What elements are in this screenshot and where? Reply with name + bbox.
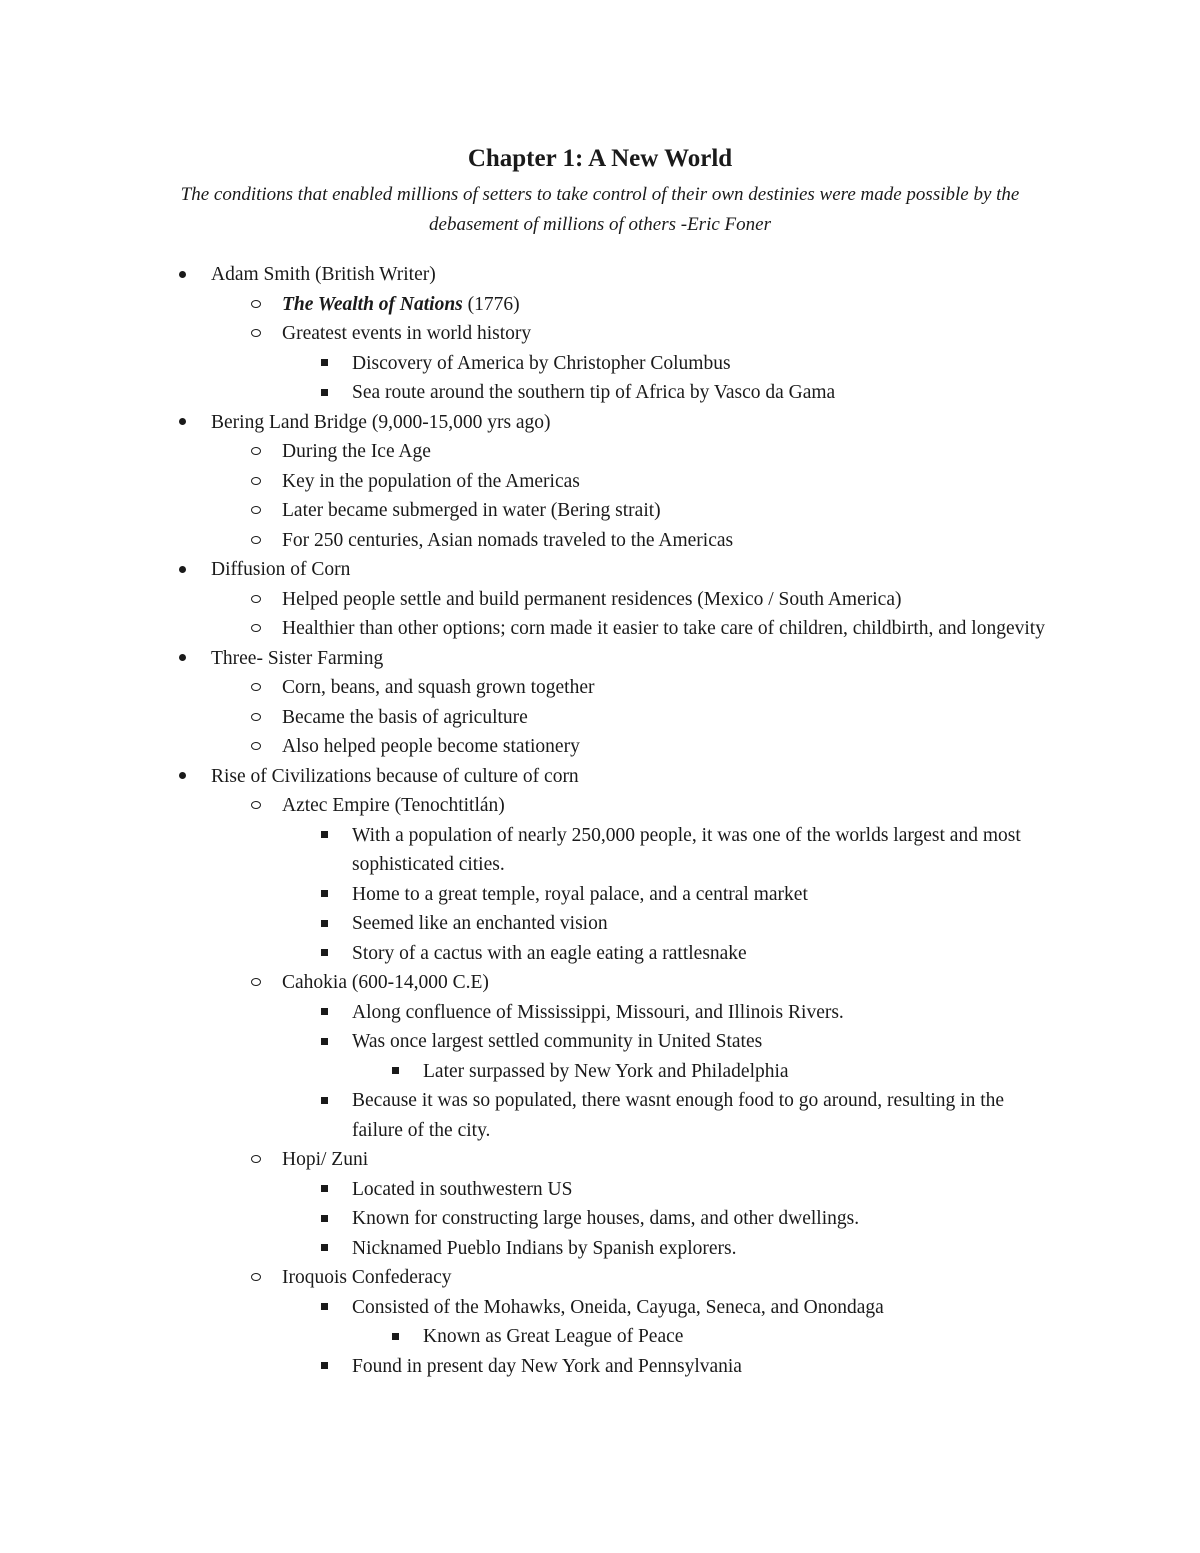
- list-item: [0, 762, 1200, 792]
- list-item-text: Story of a cactus with an eagle eating a rattlesnake: [352, 942, 747, 964]
- circle-bullet-icon: [246, 1145, 266, 1175]
- list-item-text: Found in present day New York and Pennsylvania: [352, 1355, 742, 1377]
- list-item-text: Diffusion of Corn: [211, 559, 351, 580]
- square-bullet-icon: [314, 1175, 334, 1205]
- list-item: [0, 880, 1200, 910]
- list-item-text: Consisted of the Mohawks, Oneida, Cayuga, Seneca, and Onondaga: [352, 1296, 884, 1318]
- list-item: [0, 614, 1200, 644]
- list-item: [0, 408, 1200, 438]
- circle-bullet-icon: [246, 496, 266, 526]
- circle-bullet-icon: [246, 290, 266, 320]
- list-item: [0, 673, 1200, 703]
- list-item-text: Along confluence of Mississippi, Missouri, and Illinois Rivers.: [352, 1001, 844, 1023]
- list-item-text: Also helped people become stationery: [282, 736, 580, 757]
- list-item-text: Known as Great League of Peace: [423, 1326, 684, 1347]
- list-item: [0, 1145, 1200, 1175]
- list-item: [0, 1352, 1200, 1382]
- square-bullet-icon: [385, 1322, 405, 1352]
- circle-bullet-icon: [246, 467, 266, 497]
- list-item-text: Healthier than other options; corn made it easier to take care of children, childbirth, and longevity: [282, 618, 1045, 639]
- bullet-icon: [172, 644, 192, 674]
- list-item-text: Because it was so populated, there wasnt enough food to go around, resulting in the failure of the city.: [352, 1090, 1005, 1141]
- circle-bullet-icon: [246, 614, 266, 644]
- list-item: [0, 1086, 1200, 1145]
- list-item: [0, 1263, 1200, 1293]
- square-bullet-icon: [314, 909, 334, 939]
- list-item-text: Adam Smith (British Writer): [211, 264, 436, 285]
- circle-bullet-icon: [246, 791, 266, 821]
- list-item-text: Later became submerged in water (Bering strait): [282, 500, 661, 521]
- circle-bullet-icon: [246, 732, 266, 762]
- list-item-text: Became the basis of agriculture: [282, 706, 528, 728]
- list-item: [0, 437, 1200, 467]
- list-item-text: Bering Land Bridge (9,000-15,000 yrs ago): [211, 411, 551, 433]
- square-bullet-icon: [314, 1234, 334, 1264]
- list-item: [0, 998, 1200, 1028]
- square-bullet-icon: [314, 349, 334, 379]
- bullet-icon: [172, 762, 192, 792]
- list-item: [0, 349, 1200, 379]
- list-item: [0, 1322, 1200, 1352]
- list-item-text: Cahokia (600-14,000 C.E): [282, 972, 489, 993]
- book-title: The Wealth of Nations: [282, 293, 463, 315]
- list-item-text: Located in southwestern US: [352, 1178, 573, 1200]
- list-item-text: Seemed like an enchanted vision: [352, 913, 608, 934]
- list-item: [0, 939, 1200, 969]
- square-bullet-icon: [314, 1027, 334, 1057]
- list-item: [0, 1204, 1200, 1234]
- square-bullet-icon: [314, 1293, 334, 1323]
- list-item-text: During the Ice Age: [282, 441, 431, 462]
- square-bullet-icon: [314, 1352, 334, 1382]
- list-item: [0, 1293, 1200, 1323]
- list-item-text: Hopi/ Zuni: [282, 1149, 369, 1170]
- square-bullet-icon: [314, 1086, 334, 1116]
- list-item-text: Was once largest settled community in United States: [352, 1031, 763, 1052]
- list-item: [0, 968, 1200, 998]
- circle-bullet-icon: [246, 673, 266, 703]
- list-item: [0, 703, 1200, 733]
- square-bullet-icon: [314, 378, 334, 408]
- epigraph-quote: The conditions that enabled millions of setters to take control of their own destinies were made possible by the debasement of millions of others -Eric Foner: [180, 184, 1020, 235]
- list-item: [0, 467, 1200, 497]
- square-bullet-icon: [314, 939, 334, 969]
- list-item-text: Known for constructing large houses, dams, and other dwellings.: [352, 1208, 860, 1229]
- list-item-text: Greatest events in world history: [282, 323, 532, 344]
- list-item: [0, 791, 1200, 821]
- square-bullet-icon: [314, 1204, 334, 1234]
- list-item-text: Corn, beans, and squash grown together: [282, 677, 595, 698]
- list-item-text: Three- Sister Farming: [211, 647, 384, 669]
- list-item: [0, 821, 1200, 880]
- bullet-icon: [172, 260, 192, 290]
- circle-bullet-icon: [246, 526, 266, 556]
- circle-bullet-icon: [246, 968, 266, 998]
- list-item-text: Sea route around the southern tip of Africa by Vasco da Gama: [352, 382, 836, 403]
- list-item-text: Key in the population of the Americas: [282, 470, 580, 492]
- list-item-text: Helped people settle and build permanent residences (Mexico / South America): [282, 588, 902, 610]
- circle-bullet-icon: [246, 703, 266, 733]
- list-item-text: With a population of nearly 250,000 people, it was one of the worlds largest and most sophisticated cities.: [352, 824, 1021, 875]
- list-item: [0, 644, 1200, 674]
- page-title: Chapter 1: A New World: [467, 145, 733, 172]
- list-item: [0, 1234, 1200, 1264]
- list-item: [0, 260, 1200, 290]
- list-item-text: Later surpassed by New York and Philadelphia: [423, 1060, 789, 1082]
- list-item: [0, 1027, 1200, 1057]
- list-item: [0, 378, 1200, 408]
- list-item: [0, 1175, 1200, 1205]
- square-bullet-icon: [385, 1057, 405, 1087]
- book-year: (1776): [462, 293, 520, 315]
- list-item: [0, 555, 1200, 585]
- list-item: [0, 496, 1200, 526]
- list-item: [0, 526, 1200, 556]
- list-item-text: For 250 centuries, Asian nomads traveled to the Americas: [282, 529, 734, 551]
- square-bullet-icon: [314, 880, 334, 910]
- list-item-text: Nicknamed Pueblo Indians by Spanish explorers.: [352, 1237, 737, 1259]
- list-item-text: Aztec Empire (Tenochtitlán): [282, 795, 505, 816]
- list-item-text: Discovery of America by Christopher Columbus: [352, 352, 731, 374]
- list-item-text: Iroquois Confederacy: [282, 1267, 452, 1288]
- square-bullet-icon: [314, 998, 334, 1028]
- bullet-icon: [172, 408, 192, 438]
- square-bullet-icon: [314, 821, 334, 851]
- circle-bullet-icon: [246, 1263, 266, 1293]
- list-item: [0, 732, 1200, 762]
- circle-bullet-icon: [246, 319, 266, 349]
- list-item: [0, 909, 1200, 939]
- notes-outline: [0, 260, 1200, 1381]
- circle-bullet-icon: [246, 585, 266, 615]
- list-item: [0, 290, 1200, 320]
- list-item-text: Home to a great temple, royal palace, and a central market: [352, 883, 808, 905]
- list-item: [0, 1057, 1200, 1087]
- circle-bullet-icon: [246, 437, 266, 467]
- list-item: [0, 585, 1200, 615]
- list-item-text: Rise of Civilizations because of culture of corn: [211, 765, 579, 787]
- list-item: [0, 319, 1200, 349]
- bullet-icon: [172, 555, 192, 585]
